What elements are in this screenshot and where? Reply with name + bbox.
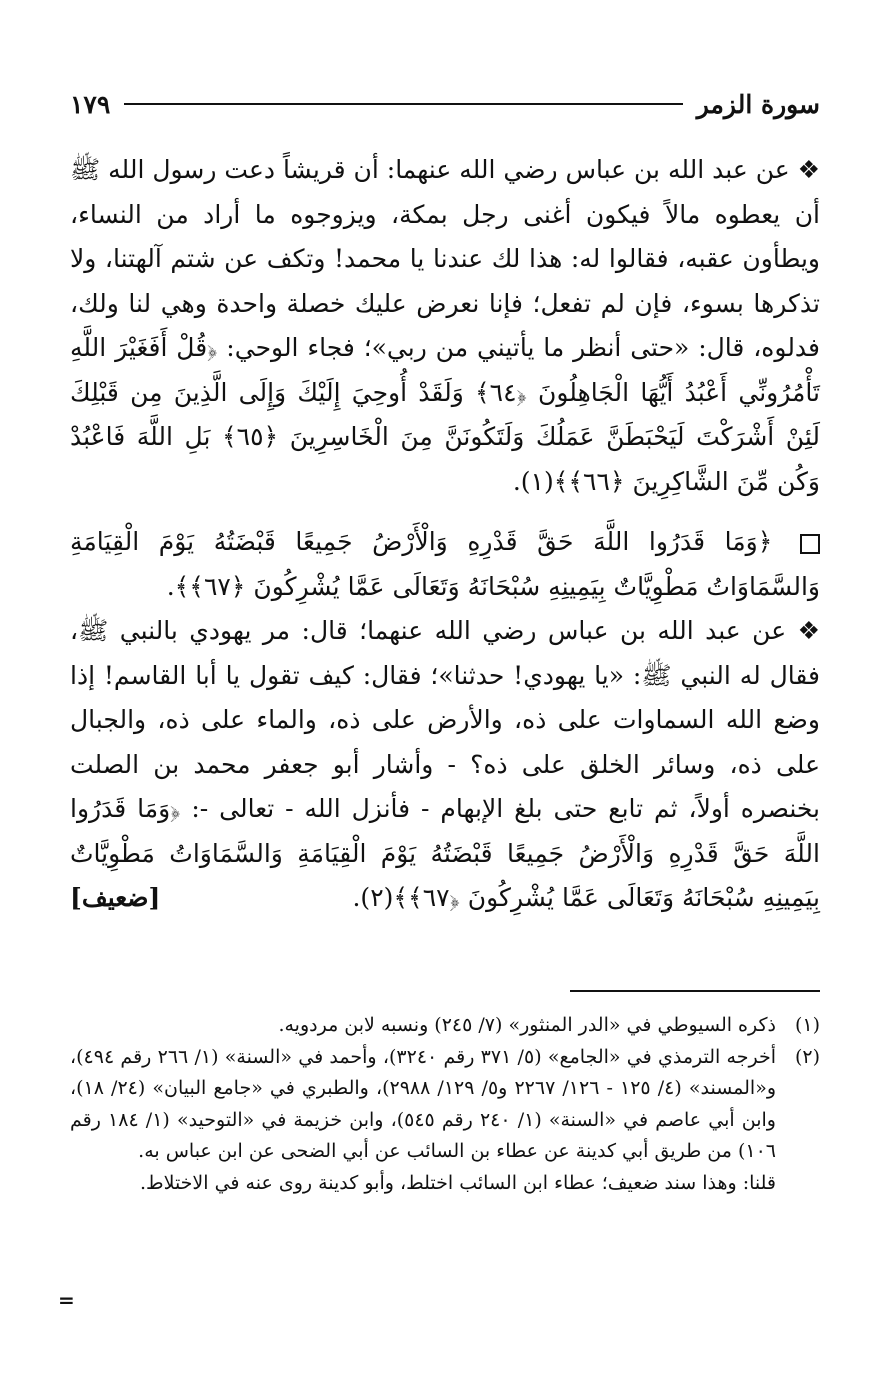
footnote-number: (١) [794,1014,820,1036]
square-marker-icon [800,534,820,554]
header-rule [124,103,682,105]
footnote-text: ذكره السيوطي في «الدر المنثور» (٧/ ٢٤٥) ونسبه لابن مردويه. [278,1014,776,1036]
footnote-number: (٢) [794,1045,820,1068]
footnote-separator [570,990,820,992]
sura-title: سورة الزمر [696,89,820,119]
hadith-paragraph-2 [70,609,820,921]
footnotes [70,1010,820,1199]
text-line: لَئِنْ أَشْرَكْتَ لَيَحْبَطَنَّ عَمَلُكَ وَلَتَكُونَنَّ مِنَ الْخَاسِرِينَ ﴿٦٥﴾ بَلِ اللَّهَ فَاعْبُدْ وَكُن مِّنَ [70,422,820,496]
hadith-paragraph-1 [70,148,820,504]
text-line: الشَّاكِرِينَ ﴿٦٦﴾﴾(١). [512,466,729,496]
text-line: أَفَغَيْرَ اللَّهِ تَأْمُرُونِّي أَعْبُدُ أَيُّهَا الْجَاهِلُونَ ﴿٦٤﴾ وَلَقَدْ أُوحِيَ إِلَيْكَ وَإِلَى الَّذِينَ مِن قَبْلِكَ [70,333,820,407]
text-line: ❖ عن عبد الله بن عباس رضي الله عنهما: أن قريشاً دعت رسول الله ﷺ أن [70,155,820,229]
text-line: تذكرها بسوء، فإن لم تفعل؛ فإنا نعرض عليك خصلة واحدة وهي لنا [128,288,820,318]
continuation-mark: = [58,1288,75,1312]
footnote-2 [70,1042,820,1168]
text-line: له النبي ﷺ: «يا يهودي! حدثنا»؛ فقال: كيف تقول يا أبا القاسم! إذا [70,660,761,690]
text-line: وَالسَّمَاوَاتُ مَطْوِيَّاتٌ بِيَمِينِهِ سُبْحَانَهُ وَتَعَالَى عَمَّا يُشْرِكُونَ ﴿٦٧﴾﴾. [166,571,820,601]
text-line: ❖ عن عبد الله بن عباس رضي الله عنهما؛ قال: مر يهودي بالنبي ﷺ، فقال [70,616,820,690]
text-line: بخنصره أولاً، ثم تابع حتى بلغ الإبهام - فأنزل الله - تعالى -: ﴿وَمَا قَدَرُوا [70,794,820,823]
spacer [70,504,820,520]
footnote-1 [70,1010,820,1042]
main-text [70,148,820,921]
page-header [70,84,820,124]
verse-heading [70,520,820,609]
footnote-remark: قلنا: وهذا سند ضعيف؛ عطاء ابن السائب اختلط، وأبو كدينة روى عنه في الاختلاط. [140,1171,776,1194]
text-line: اللَّهَ حَقَّ قَدْرِهِ وَالْأَرْضُ جَمِيعًا قَبْضَتُهُ يَوْمَ الْقِيَامَةِ وَالسَّمَاوَاتُ مَطْوِيَّاتٌ [70,838,820,868]
text-line: عقبه، فقالوا له: هذا لك عندنا يا محمد! وتكف عن شتم آلهتنا، ولا [70,244,734,273]
text-line: على ذه، وسائر الخلق على ذه؟ - وأشار أبو جعفر محمد بن الصلت [70,749,820,779]
page-number: ١٧٩ [70,89,111,119]
text-line: ولك، فدلوه، قال: «حتى أنظر ما يأتيني من ربي»؛ فجاء الوحي: ﴿قُلْ [70,288,821,362]
text-line: بِيَمِينِهِ سُبْحَانَهُ وَتَعَالَى عَمَّا يُشْرِكُونَ ﴿٦٧﴾﴾(٢). [352,883,820,912]
text-line: ﴿وَمَا قَدَرُوا اللَّهَ حَقَّ قَدْرِهِ وَالْأَرْضُ جَمِيعًا قَبْضَتُهُ يَوْمَ الْقِيَامَةِ [70,527,773,556]
text-line: وضع الله السماوات على ذه، والأرض على ذه، والماء على ذه، والجبال [70,705,820,734]
text-line: يعطوه مالاً فيكون أغنى رجل بمكة، ويزوجوه ما أراد من النساء، ويطأون [70,199,820,273]
footnote-text: أخرجه الترمذي في «الجامع» (٥/ ٣٧١ رقم ٣٢٤٠)، وأحمد في «السنة» (١/ ٢٦٦ رقم ٤٩٤)، و«المسند» (٤/ ١٢٥ - ١٢٦/ ٢٢٦٧ و٥/ ١٢٩/ ٢٩٨٨)، والطبري في «جامع البيان» (٢٤/ ١٨)، وابن أبي عاصم في «السنة» (١/ ٢٤٠ رقم ٥٤٥)، وابن خزيمة في «التوحيد» (١/ ١٨٤ رقم ١٠٦) من طريق أبي كدينة عن عطاء بن السائب عن أبي الضحى عن ابن عباس به. [70,1045,776,1162]
grade-label: [ضعيف] [70,883,161,912]
